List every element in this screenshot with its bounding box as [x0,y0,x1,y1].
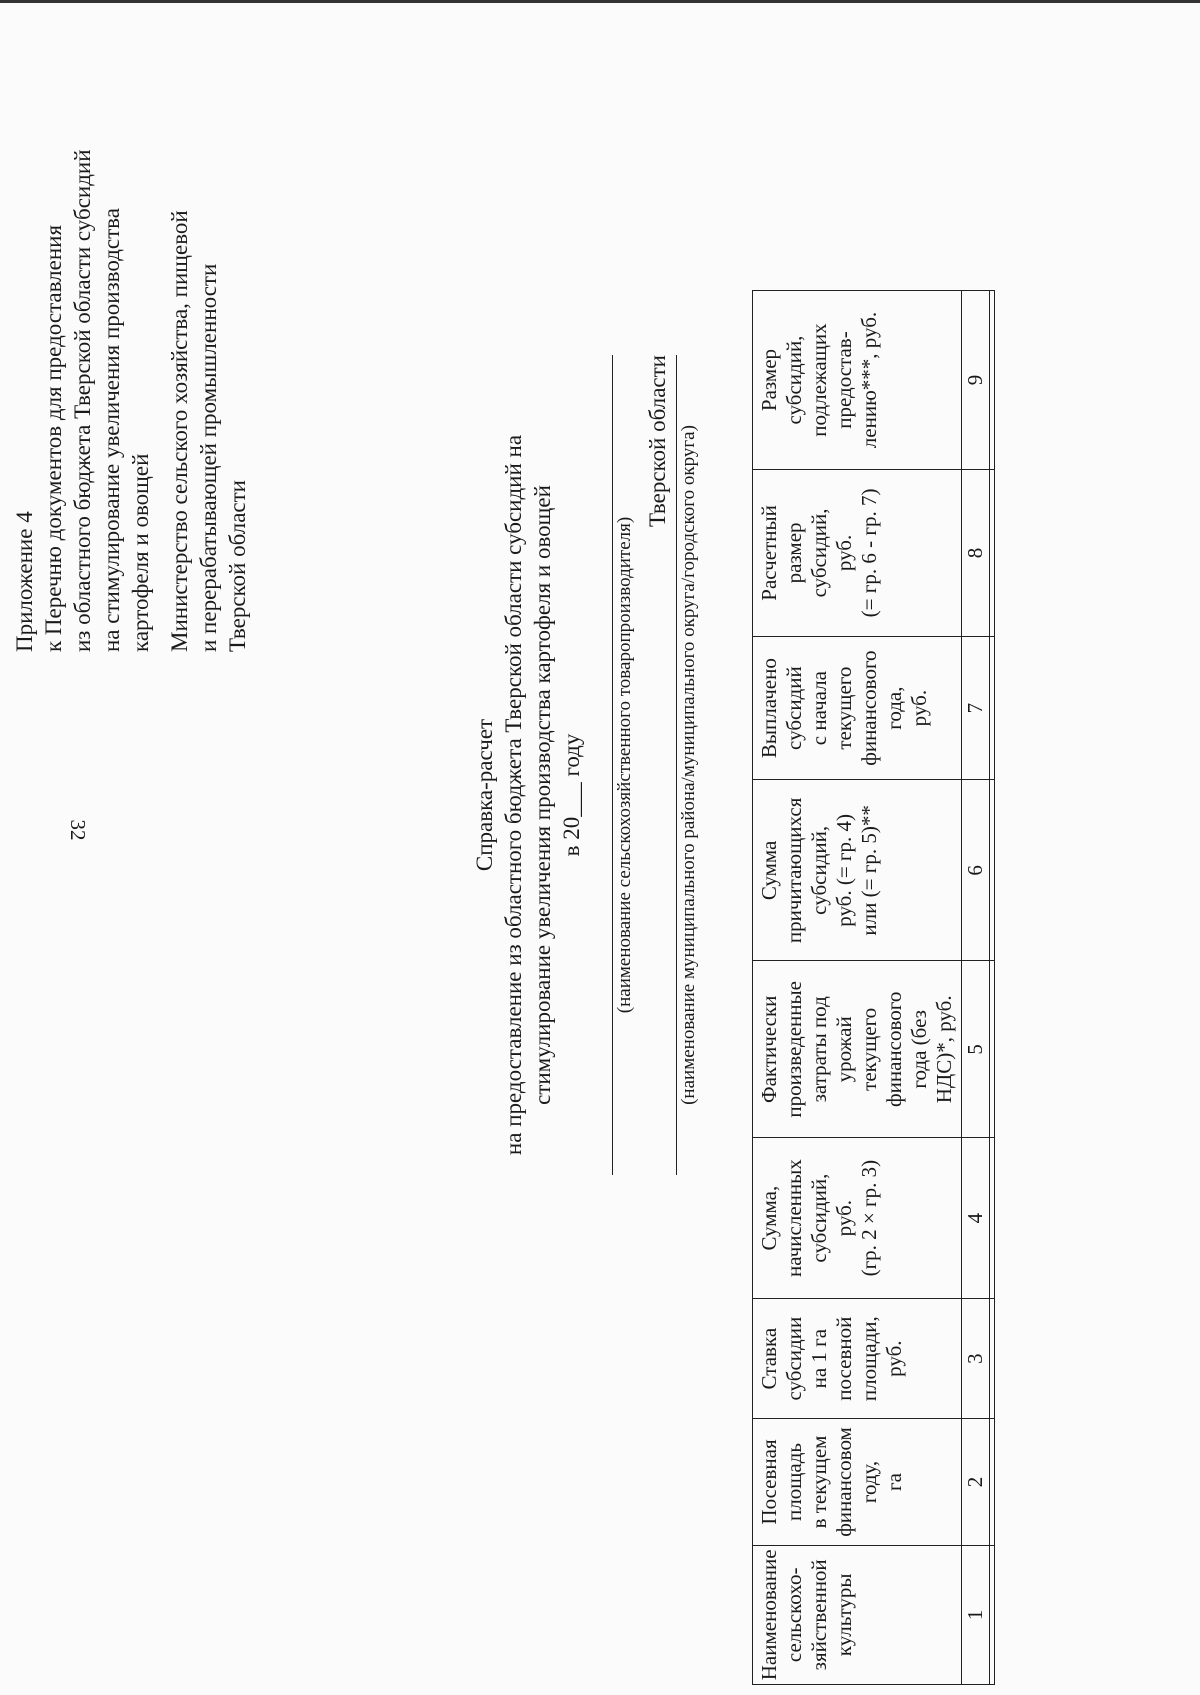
column-number: 7 [962,636,990,780]
ministry-line: Министерство сельского хозяйства, пищевой [167,210,192,652]
column-number: 8 [962,470,990,637]
ministry-line: и перерабатывающей промышленности [196,263,221,652]
header-row [753,291,962,1685]
title-line: стимулирование увеличения производства картофеля и овощей [530,485,555,1105]
region-field [645,355,701,1175]
column-header: Фактически произведенные затраты под урожай текущего финансового года (без НДС)*, руб. [753,961,962,1138]
column-number: 4 [962,1138,990,1299]
column-number-row [962,291,990,1685]
document-title [470,295,586,1295]
column-number: 1 [962,1545,990,1684]
empty-row [990,291,995,1685]
region-caption: (наименование муниципального района/муниципального округа/городского округа) [678,425,699,1105]
column-header: Наименование сельскохо- зяйственной культуры [753,1545,962,1684]
appendix-block [10,12,155,652]
empty-cell [990,1138,995,1299]
region-suffix: Тверской области [645,355,670,527]
column-number: 5 [962,961,990,1138]
empty-cell [990,1299,995,1419]
appendix-line: картофеля и овощей [128,453,153,652]
column-header: Сумма причитающихся субсидий, руб. (= гр. 4) или (= гр. 5)** [753,780,962,961]
empty-cell [990,291,995,470]
empty-cell [990,1419,995,1545]
column-number: 3 [962,1299,990,1419]
column-header: Выплачено субсидий с начала текущего финансового года, руб. [753,636,962,780]
page-number: 32 [66,819,90,841]
title-line: в 20___ году [559,733,584,857]
column-number: 9 [962,291,990,470]
column-header: Ставка субсидии на 1 га посевной площади, руб. [753,1299,962,1419]
appendix-line: на стимулирование увеличения производства [99,208,124,652]
producer-caption: (наименование сельскохозяйственного товаропроизводителя) [614,516,635,1014]
empty-cell [990,1545,995,1684]
producer-field [612,355,637,1175]
appendix-line: Приложение 4 [12,511,37,652]
column-number: 6 [962,780,990,961]
title-line: Справка-расчет [472,718,497,872]
column-header: Размер субсидий, подлежащих предостав- лению***, руб. [753,291,962,470]
ministry-line: Тверской области [225,480,250,652]
column-header: Посевная площадь в текущем финансовом году, га [753,1419,962,1545]
calculation-table [752,290,995,1685]
empty-cell [990,470,995,637]
column-header: Сумма, начисленных субсидий, руб. (гр. 2 × гр. 3) [753,1138,962,1299]
empty-cell [990,961,995,1138]
appendix-line: из областного бюджета Тверской области субсидий [70,149,95,652]
column-header: Расчетный размер субсидий, руб. (= гр. 6 - гр. 7) [753,470,962,637]
title-line: на предоставление из областного бюджета Тверской области субсидий на [501,434,526,1156]
empty-cell [990,780,995,961]
column-number: 2 [962,1419,990,1545]
ministry-block [165,12,252,652]
appendix-line: к Перечню документов для предоставления [41,224,66,652]
empty-cell [990,636,995,780]
